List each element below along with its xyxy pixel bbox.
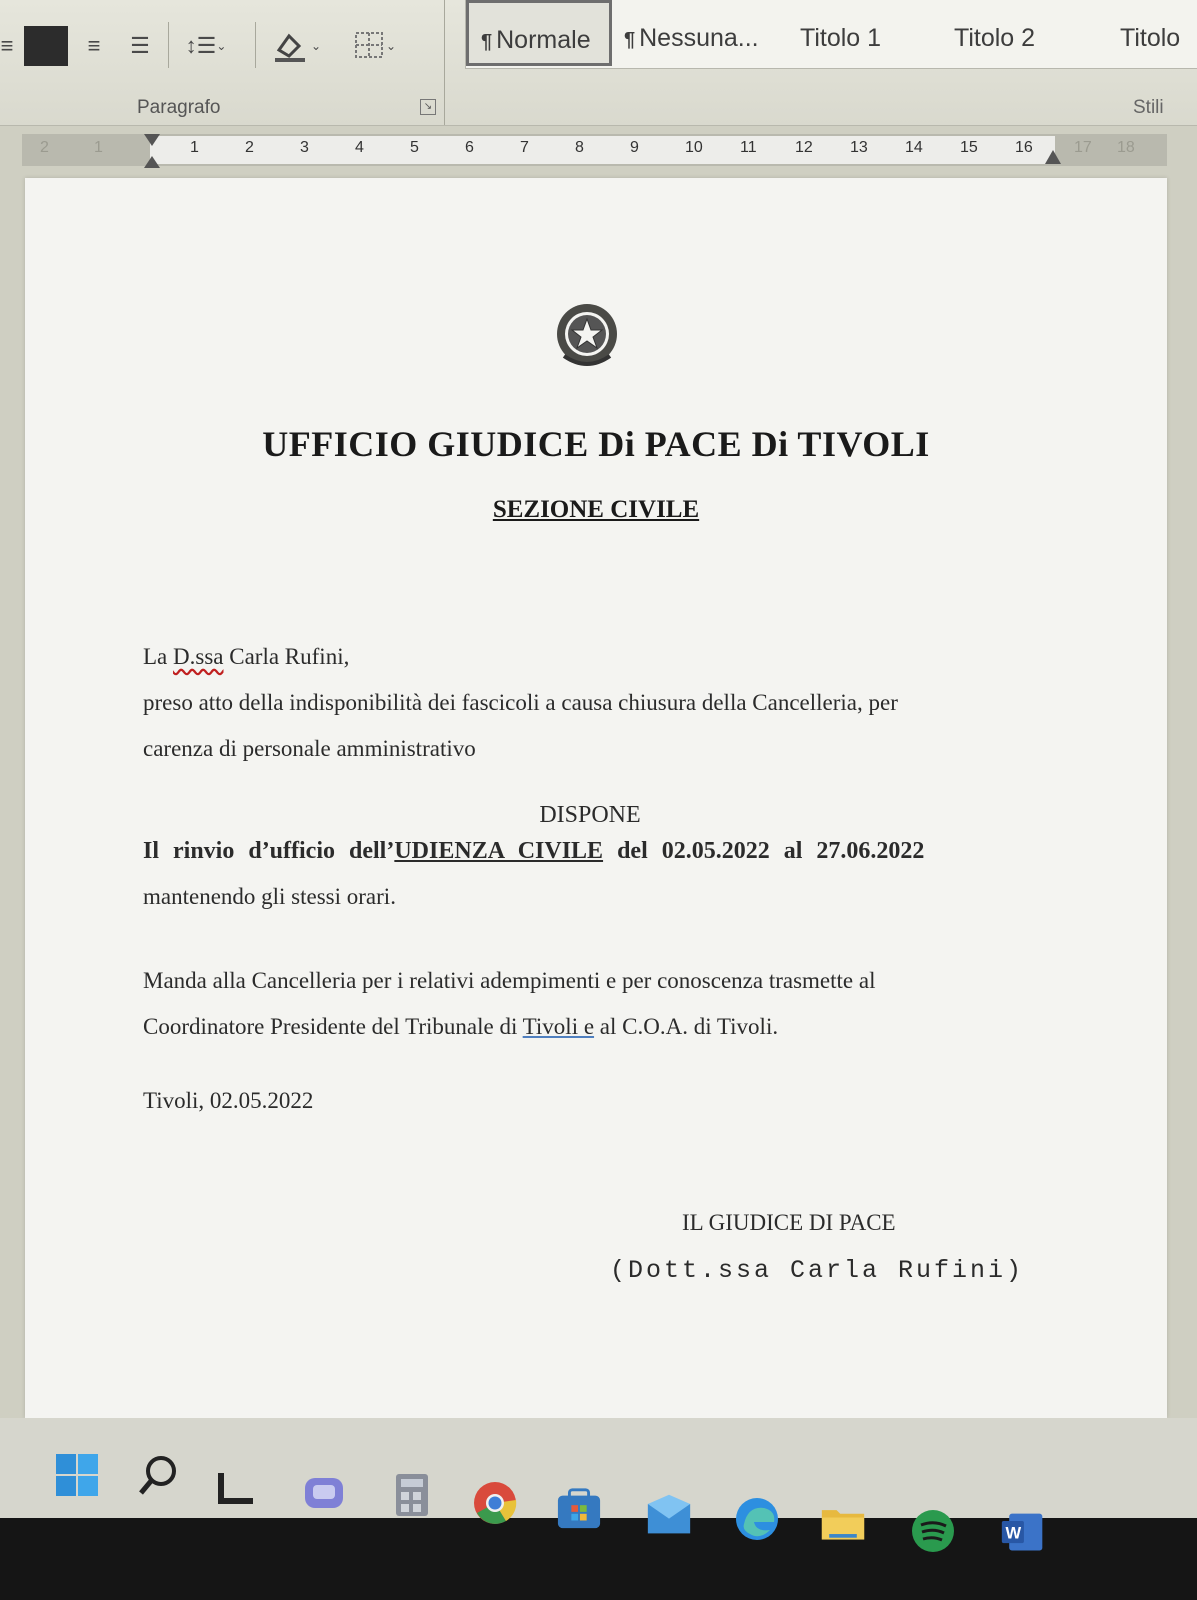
ruler-number: 3 [300,139,309,156]
style-titolo-1[interactable]: Titolo 1 [800,24,882,52]
divider [168,22,169,68]
ribbon [0,0,1197,126]
chrome-icon[interactable] [472,1480,518,1526]
text: Il rinvio d’ufficio dell’ [143,838,395,864]
borders-icon[interactable]: ⌄ [342,26,408,66]
greeting-line [143,644,349,670]
ruler-number: 2 [245,139,254,156]
right-indent-marker[interactable] [1045,150,1061,164]
body-line: carenza di personale amministrativo [143,736,476,761]
text: Coordinatore Presidente del Tribunale di [143,1014,523,1039]
ruler-number: 6 [465,139,474,156]
ruler-number: 13 [850,139,868,156]
justify-icon[interactable]: ☰ [130,33,150,58]
chat-icon[interactable] [302,1472,348,1518]
first-line-indent-marker[interactable] [144,134,160,146]
misspelled-word: D.ssa [173,644,224,669]
style-titolo-2[interactable]: Titolo 2 [954,24,1036,52]
widgets-icon[interactable] [214,1466,260,1512]
dispone-heading: DISPONE [539,802,641,828]
ruler-number: 7 [520,139,529,156]
divider [444,0,445,125]
ruler-number: 12 [795,139,813,156]
ruler-number: 1 [190,139,199,156]
text: Carla Rufini, [223,644,350,669]
divider [255,22,256,68]
svg-text:W: W [1005,1523,1022,1543]
text: al [769,838,817,864]
ruler-number: 2 [40,139,49,156]
align-right-icon[interactable]: ≡ [87,33,101,58]
style-label: Normale [496,26,591,54]
shading-icon[interactable]: ⌄ [266,26,326,66]
store-icon[interactable] [556,1486,602,1532]
ruler-number: 9 [630,139,639,156]
rinvio-line [143,838,924,865]
hanging-indent-marker[interactable] [144,156,160,168]
align-center-button[interactable] [24,26,68,66]
judge-signature: (Dott.ssa Carla Rufini) [610,1256,1025,1285]
edge-icon[interactable] [734,1496,780,1542]
ruler-number: 5 [410,139,419,156]
calculator-icon[interactable] [390,1472,436,1518]
styles-gallery [465,0,1197,69]
line-spacing-icon[interactable]: ↕☰ ⌄ [185,33,227,58]
paragraph-group [0,0,445,125]
mail-icon[interactable] [646,1492,692,1538]
style-titolo[interactable]: Titolo [1120,24,1181,52]
ruler-number: 4 [355,139,364,156]
pilcrow-icon: ¶ [624,29,636,51]
search-icon[interactable] [136,1452,182,1498]
ruler-number: 18 [1117,139,1135,156]
ruler-number: 15 [960,139,978,156]
section-heading: SEZIONE CIVILE [492,496,700,523]
italian-republic-emblem-icon [552,298,622,374]
office-title: UFFICIO GIUDICE Di PACE Di TIVOLI [262,424,930,464]
body-line: preso atto della indisponibilità dei fascicoli a causa chiusura della Cancelleria, per [143,690,898,715]
horizontal-ruler[interactable] [150,136,1055,164]
spotify-icon[interactable] [910,1508,956,1554]
ruler-number: 14 [905,139,923,156]
place-date: Tivoli, 02.05.2022 [143,1088,314,1113]
text: La [143,644,174,669]
style-nessuna[interactable] [624,24,759,53]
styles-group-label: Stili [1133,97,1164,118]
judge-title: IL GIUDICE DI PACE [682,1210,896,1235]
text: al C.O.A. di Tivoli. [594,1014,779,1039]
align-left-icon[interactable]: ≡ [0,33,14,58]
ruler-number: 1 [94,139,103,156]
underlined-word: Tivoli e [522,1014,595,1039]
paragraph-group-label: Paragrafo [137,97,221,118]
word-icon[interactable] [1000,1510,1046,1556]
file-explorer-icon[interactable] [820,1500,866,1546]
body-line [143,1014,778,1040]
date-to: 27.06.2022 [816,838,925,864]
text: del [603,838,662,864]
pilcrow-icon: ¶ [481,31,493,53]
udienza-civile: UDIENZA CIVILE [394,838,604,864]
style-label: Nessuna... [639,24,759,52]
windows-start-icon[interactable] [54,1452,100,1498]
ruler-number: 8 [575,139,584,156]
body-line: mantenendo gli stessi orari. [143,884,396,909]
style-normale[interactable] [466,0,612,66]
dialog-launcher-icon[interactable]: ↘ [420,99,436,115]
date-from: 02.05.2022 [661,838,770,864]
ruler-number: 11 [740,139,757,156]
body-line: Manda alla Cancelleria per i relativi adempimenti e per conoscenza trasmette al [143,968,876,993]
ruler-number: 10 [685,139,703,156]
ruler-number: 17 [1074,139,1092,156]
ruler-number: 16 [1015,139,1033,156]
